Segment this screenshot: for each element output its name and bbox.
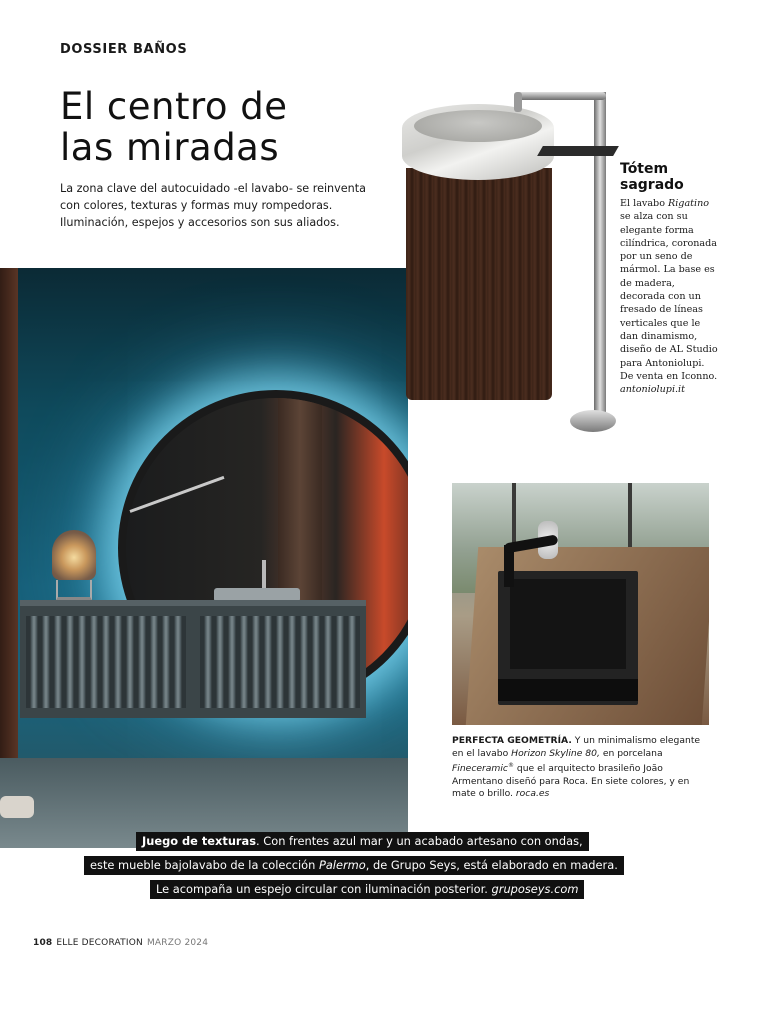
page-footer xyxy=(33,938,208,948)
totem-product-name: Rigatino xyxy=(668,198,710,209)
perfecta-caption xyxy=(452,735,714,801)
faucet-lever xyxy=(537,146,619,156)
perfecta-lead: PERFECTA GEOMETRÍA. xyxy=(452,735,572,746)
totem-url: antoniolupi.it xyxy=(620,384,685,396)
page-number: 108 xyxy=(33,938,53,948)
floor-faucet-pipe xyxy=(594,92,606,416)
sink-basin-inner xyxy=(510,579,626,669)
totem-text-rest: se alza con su elegante forma cilíndrica, coronada por un seno de mármol. La base es de madera, decorada con un fresado de líneas verticales que le dan dinamismo, diseño de AL Studio para Antoniolupi. De venta en Iconno. xyxy=(620,211,718,382)
caption-line-2-start: este mueble bajolavabo de la colección xyxy=(90,858,319,872)
totem-heading-line-1: Tótem xyxy=(620,161,669,177)
faucet-foot xyxy=(570,410,616,432)
pedestal-sink-photo xyxy=(402,92,622,444)
perfecta-text-3: que el arquitecto brasileño João Armentano diseñó para Roca. En siete colores, y en mate o brillo. xyxy=(452,763,690,800)
caption-line-2-end: , de Grupo Seys, está elaborado en madera. xyxy=(365,858,618,872)
faucet-spout-tip xyxy=(514,92,522,112)
sink-front-edge xyxy=(498,679,638,701)
magazine-name: ELLE DECORATION xyxy=(56,938,143,948)
vanity-door-left xyxy=(26,616,186,708)
fluted-vanity-cabinet xyxy=(20,600,366,718)
caption-line-1-text: . Con frentes azul mar y un acabado artesano con ondas, xyxy=(256,834,583,848)
caption-line-3-text: Le acompaña un espejo circular con iluminación posterior. xyxy=(156,882,492,896)
perfecta-text-2: en porcelana xyxy=(599,747,663,759)
caption-collection-name: Palermo xyxy=(318,858,366,872)
perfecta-text-1: Y un minimalismo elegante en el lavabo xyxy=(452,735,701,759)
totem-body-text xyxy=(620,197,720,396)
wood-pedestal-body xyxy=(406,168,552,400)
caption-url: gruposeys.com xyxy=(491,882,579,896)
perfecta-material: Fineceramic xyxy=(452,763,508,775)
horizon-sink-photo xyxy=(452,483,709,725)
perfecta-url: roca.es xyxy=(515,788,550,800)
lamp-base xyxy=(56,580,92,600)
totem-heading xyxy=(620,161,720,193)
totem-heading-line-2: sagrado xyxy=(620,177,684,193)
marble-bowl xyxy=(414,110,542,142)
faucet-spout xyxy=(516,92,606,100)
issue-date: MARZO 2024 xyxy=(146,938,209,948)
headline-line-2: las miradas xyxy=(60,126,280,169)
wood-wall-edge xyxy=(0,268,18,788)
caption-bar-1 xyxy=(136,832,589,851)
perfecta-product: Horizon Skyline 80, xyxy=(511,747,600,759)
vanity-tap xyxy=(262,560,266,590)
floor-stool xyxy=(0,796,34,818)
perfecta-registered-mark: ® xyxy=(507,762,514,770)
bathroom-vanity-photo xyxy=(0,268,408,848)
headline-title xyxy=(60,86,400,168)
section-label: DOSSIER BAÑOS xyxy=(60,42,188,57)
lead-paragraph: La zona clave del autocuidado -el lavabo- se reinventa con colores, texturas y formas muy rompedoras. Iluminación, espejos y accesorios son sus aliados. xyxy=(60,182,366,229)
glass-lamp xyxy=(52,530,96,580)
caption-bar-3 xyxy=(150,880,584,899)
totem-text-start: El lavabo xyxy=(620,198,669,209)
headline-line-1: El centro de xyxy=(60,85,288,128)
caption-lead: Juego de texturas xyxy=(142,834,257,848)
vanity-door-right xyxy=(200,616,360,708)
caption-bar-2 xyxy=(84,856,624,875)
